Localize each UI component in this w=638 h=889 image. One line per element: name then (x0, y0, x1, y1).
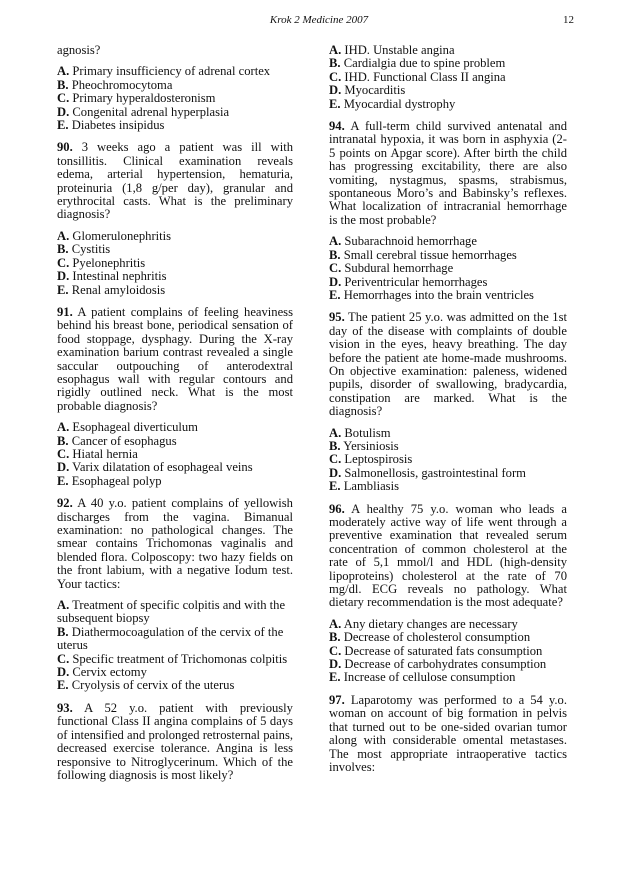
option-text: Cardialgia due to spine problem (343, 56, 506, 71)
option-letter: A. (329, 616, 342, 631)
option-text: Salmonellosis, gastrointestinal form (344, 465, 526, 480)
option-letter: D. (329, 274, 342, 289)
answer-option (329, 235, 567, 248)
option-text: Hiatal hernia (72, 446, 138, 461)
answer-options (57, 421, 293, 488)
question-stem (329, 694, 567, 774)
answer-option (57, 284, 293, 297)
question-block (57, 702, 293, 782)
question-block (57, 497, 293, 693)
answer-option (57, 257, 293, 270)
answer-option (57, 666, 293, 679)
option-text: Decrease of carbohydrates consumption (344, 657, 547, 672)
option-text: Myocarditis (344, 83, 406, 98)
option-text: Cancer of esophagus (71, 433, 177, 448)
question-stem (329, 311, 567, 418)
question-number: 91. (57, 304, 73, 319)
fragment-options (329, 44, 567, 111)
option-letter: A. (57, 228, 70, 243)
answer-option (329, 453, 567, 466)
option-letter: A. (57, 64, 70, 79)
answer-option (329, 44, 567, 57)
option-text: Pheochromocytoma (71, 77, 173, 92)
answer-option (329, 467, 567, 480)
answer-option (57, 119, 293, 132)
option-letter: C. (57, 255, 70, 270)
answer-option (57, 448, 293, 461)
option-text: Primary hyperaldosteronism (72, 91, 216, 106)
answer-option (329, 480, 567, 493)
answer-option (329, 98, 567, 111)
answer-options (57, 599, 293, 693)
option-letter: C. (329, 643, 342, 658)
question-stem (57, 141, 293, 221)
answer-option (57, 679, 293, 692)
option-text: Subdural hemorrhage (344, 261, 454, 276)
question-text: A 40 y.o. patient complains of yellowish discharges from the vagina. Bimanual examination: no pathological changes. The smear contains Trichomonas vaginalis and blended flora. Colposcopy: two hazy fields on the front labium, with a negative Iodum test. Your tactics: (57, 496, 293, 591)
question-block (329, 120, 567, 302)
answer-options (329, 235, 567, 302)
option-text: Varix dilatation of esophageal veins (72, 460, 253, 475)
option-letter: D. (329, 465, 342, 480)
option-letter: C. (57, 446, 70, 461)
question-text: A full-term child survived antenatal and intranatal hypoxia, it was born in asphyxia (2-5 points on Apgar score). After birth the child has progressing excitability, there are also vomiting, nystagmus, spasms, strabismus, spontaneous Moro’s and Babinsky’s reflexes. What localization of intracranial hemorrhage is the most probable? (329, 119, 567, 227)
answer-option (329, 71, 567, 84)
option-letter: A. (57, 420, 70, 435)
option-letter: D. (57, 269, 70, 284)
option-letter: A. (57, 598, 70, 613)
option-letter: C. (329, 452, 342, 467)
option-letter: E. (57, 678, 69, 693)
answer-option (329, 618, 567, 631)
answer-option (329, 262, 567, 275)
option-text: Cervix ectomy (72, 665, 147, 680)
answer-option (57, 599, 293, 626)
option-letter: C. (329, 261, 342, 276)
answer-option (329, 671, 567, 684)
option-letter: E. (57, 282, 69, 297)
answer-option (57, 461, 293, 474)
option-text: Pyelonephritis (72, 255, 146, 270)
option-letter: B. (329, 247, 341, 262)
option-letter: E. (329, 96, 341, 111)
question-number: 92. (57, 496, 73, 511)
option-letter: B. (329, 56, 341, 71)
option-letter: E. (57, 118, 69, 133)
answer-option (57, 653, 293, 666)
option-text: Any dietary changes are necessary (343, 616, 518, 631)
question-number: 96. (329, 501, 345, 516)
option-letter: B. (57, 433, 69, 448)
question-text: Laparotomy was performed to a 54 y.o. woman on account of big formation in pelvis that turned out to be one-sided ovarian tumor along with considerable omental metastases. The most appropriate intraoperative tactics involves: (329, 692, 567, 774)
answer-option (57, 65, 293, 78)
option-text: Botulism (344, 425, 391, 440)
answer-option (329, 276, 567, 289)
option-text: Hemorrhages into the brain ventricles (343, 287, 534, 302)
option-letter: D. (57, 460, 70, 475)
left-questions (57, 141, 293, 782)
question-number: 93. (57, 700, 73, 715)
option-text: Esophageal diverticulum (72, 420, 198, 435)
answer-option (57, 421, 293, 434)
option-text: Periventricular hemorrhages (344, 274, 488, 289)
answer-options (329, 618, 567, 685)
option-text: Intestinal nephritis (72, 269, 167, 284)
answer-option (329, 440, 567, 453)
right-column (329, 44, 567, 783)
option-text: Specific treatment of Trichomonas colpitis (72, 651, 288, 666)
option-letter: B. (57, 77, 69, 92)
option-letter: B. (329, 438, 341, 453)
question-number: 95. (329, 310, 345, 325)
question-number: 90. (57, 140, 73, 155)
page-header (0, 14, 638, 30)
option-letter: C. (57, 91, 70, 106)
question-stem (329, 120, 567, 227)
option-letter: D. (57, 104, 70, 119)
option-text: Esophageal polyp (71, 473, 162, 488)
option-letter: C. (57, 651, 70, 666)
option-text: IHD. Functional Class II angina (344, 69, 506, 84)
question-number: 97. (329, 692, 345, 707)
option-text: IHD. Unstable angina (344, 43, 455, 57)
question-stem (57, 497, 293, 591)
option-text: Leptospirosis (344, 452, 413, 467)
option-letter: D. (329, 83, 342, 98)
left-column (57, 44, 293, 791)
option-text: Glomerulonephritis (72, 228, 172, 243)
answer-option (329, 658, 567, 671)
option-text: Lambliasis (343, 479, 399, 494)
option-letter: A. (329, 234, 342, 249)
question-block (329, 311, 567, 493)
option-text: Congenital adrenal hyperplasia (72, 104, 230, 119)
option-text: Yersiniosis (343, 438, 399, 453)
option-letter: A. (329, 43, 342, 57)
answer-option (329, 289, 567, 302)
option-text: Increase of cellulose consumption (343, 670, 516, 685)
header-title: Krok 2 Medicine 2007 (269, 14, 369, 26)
option-letter: E. (329, 670, 341, 685)
option-letter: D. (57, 665, 70, 680)
continued-question-fragment (57, 44, 293, 132)
option-letter: E. (329, 287, 341, 302)
option-text: Diabetes insipidus (71, 118, 165, 133)
question-number: 94. (329, 119, 345, 134)
answer-option (57, 230, 293, 243)
page-number: 12 (563, 14, 574, 26)
answer-option (57, 475, 293, 488)
right-questions (329, 120, 567, 774)
answer-option (57, 243, 293, 256)
question-text: A patient complains of feeling heaviness behind his breast bone, periodical sensation of food stoppage, dysphagy. During the X-ray examination barium contrast revealed a single saccular outpouching of anterodextral esophagus wall with regular contours and rigidly outlined neck. What is the most probable diagnosis? (57, 304, 293, 413)
option-text: Treatment of specific colpitis and with the subsequent biopsy (57, 598, 286, 626)
question-text: The patient 25 y.o. was admitted on the 1st day of the disease with complaints of double vision in the eyes, heavy breathing. The day before the patient ate home-made mushrooms. On objective examination: paleness, widened pupils, disorder of swallowing, bradycardia, constipation are marked. What is the diagnosis? (329, 310, 568, 419)
option-letter: A. (329, 425, 342, 440)
answer-option (329, 645, 567, 658)
option-letter: C. (329, 69, 342, 84)
fragment-options (57, 65, 293, 132)
answer-option (329, 84, 567, 97)
option-letter: E. (329, 479, 341, 494)
option-letter: D. (329, 657, 342, 672)
question-stem (57, 306, 293, 413)
answer-option (57, 270, 293, 283)
answer-option (329, 631, 567, 644)
option-text: Diathermocoagulation of the cervix of the uterus (57, 624, 284, 653)
option-text: Renal amyloidosis (71, 282, 166, 297)
option-letter: B. (329, 630, 341, 645)
option-text: Small cerebral tissue hemorrhages (343, 247, 517, 262)
answer-options (329, 427, 567, 494)
fragment-stem: agnosis? (57, 43, 101, 57)
option-text: Cystitis (71, 242, 111, 257)
option-text: Primary insufficiency of adrenal cortex (72, 64, 271, 79)
answer-option (57, 626, 293, 653)
option-letter: B. (57, 624, 69, 639)
option-text: Decrease of cholesterol consumption (343, 630, 531, 645)
question-block (329, 503, 567, 685)
option-text: Subarachnoid hemorrhage (344, 234, 477, 249)
question-text: A healthy 75 y.o. woman who leads a moderately active way of life went through a preventive examination that revealed serum concentration of common cholesterol at the rate of 5,1 mmol/l and HDL (high-density lipoproteins) cholesterol at the rate of 70 mg/dl. ECG reveals no pathology. What dietary recommendation is the most adequate? (329, 501, 567, 610)
answer-option (329, 249, 567, 262)
answer-option (57, 79, 293, 92)
question-block (57, 306, 293, 488)
answer-option (329, 427, 567, 440)
answer-option (57, 106, 293, 119)
option-text: Decrease of saturated fats consumption (344, 643, 543, 658)
question-text: A 52 y.o. patient with previously functional Class II angina complains of 5 days of intensified and prolonged retrosternal pains, decreased exercise tolerance. Angina is less responsive to Nitroglycerinum. Which of the following diagnosis is most likely? (57, 700, 293, 782)
question-stem (57, 702, 293, 782)
question-stem (329, 503, 567, 610)
continued-question-fragment (329, 44, 567, 111)
question-block (57, 141, 293, 296)
answer-option (57, 435, 293, 448)
option-letter: E. (57, 473, 69, 488)
question-text: 3 weeks ago a patient was ill with tonsillitis. Clinical examination reveals edema, arterial hypertension, hematuria, proteinuria (1,8 g/per day), granular and erythrocital casts. What is the preliminary diagnosis? (57, 140, 293, 222)
answer-option (329, 57, 567, 70)
option-letter: B. (57, 242, 69, 257)
answer-option (57, 92, 293, 105)
option-text: Myocardial dystrophy (343, 96, 456, 111)
answer-options (57, 230, 293, 297)
question-block (329, 694, 567, 774)
option-text: Cryolysis of cervix of the uterus (71, 678, 235, 693)
